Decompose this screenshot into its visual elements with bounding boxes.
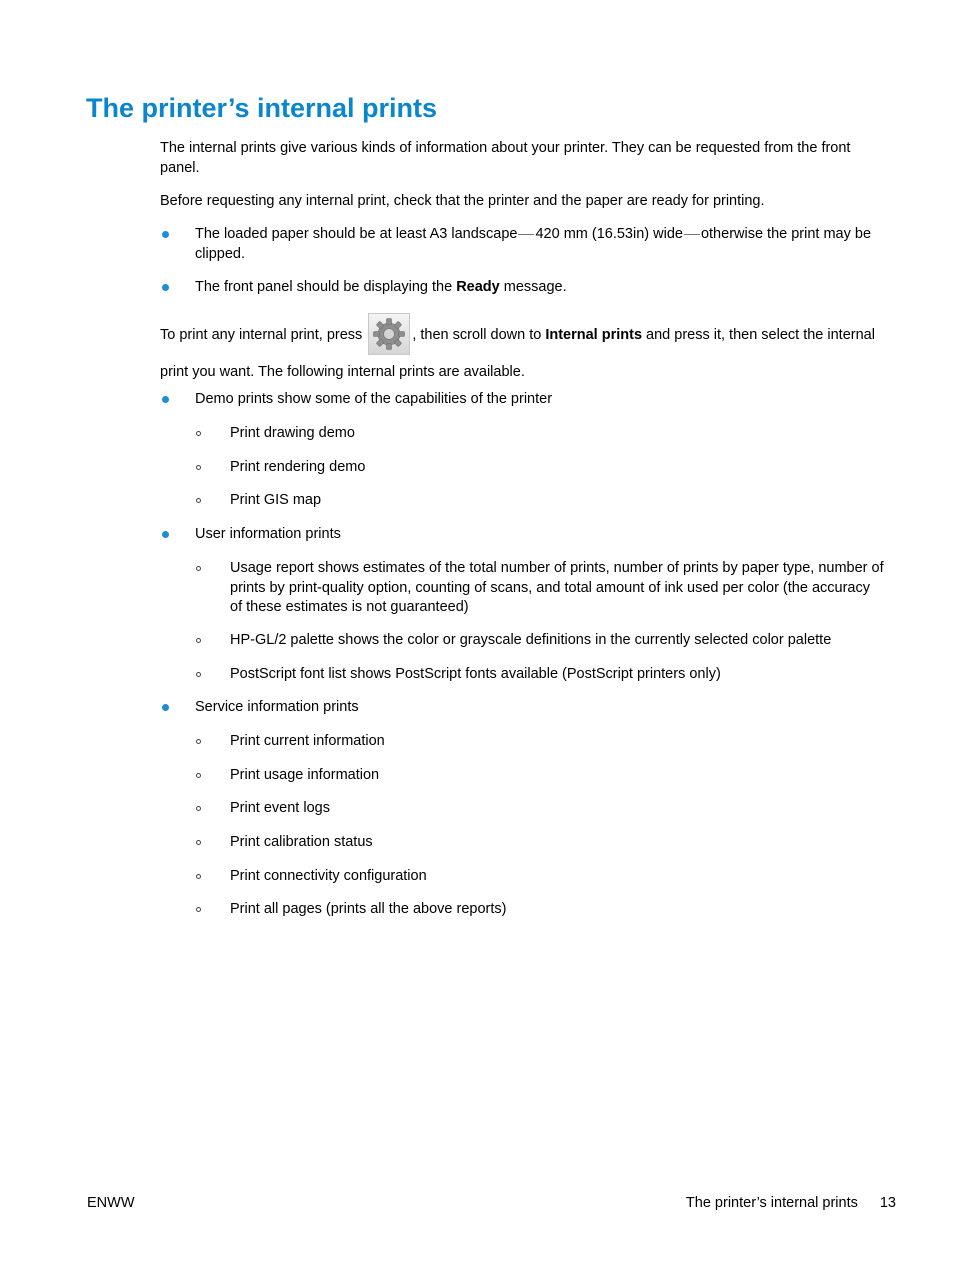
group-label: Service information prints (195, 699, 359, 715)
circle-bullet-icon (196, 739, 201, 744)
sub-list-item (196, 559, 884, 618)
circle-bullet-icon (196, 907, 201, 912)
bullet-icon (162, 231, 169, 238)
group-label: User information prints (195, 526, 341, 542)
sub-list-item (196, 867, 884, 887)
internal-prints-label: Internal prints (545, 326, 643, 343)
sub-list-item (196, 491, 884, 511)
sub-list-item (196, 732, 884, 752)
sub-item-text: Print drawing demo (230, 425, 355, 441)
paper-text-1: The loaded paper should be at least A3 landscape (195, 226, 518, 242)
list-item (160, 225, 884, 264)
footer-left: ENWW (87, 1195, 135, 1211)
sub-list-item (196, 766, 884, 786)
page-number: 13 (879, 1195, 896, 1211)
list-item (160, 390, 884, 410)
sub-item-text: Print all pages (prints all the above reports) (230, 901, 507, 917)
circle-bullet-icon (196, 672, 201, 677)
sub-item-text: Print usage information (230, 767, 380, 783)
page-title: The printer’s internal prints (86, 93, 438, 123)
em-dash-icon (684, 234, 700, 235)
sub-item-text: Print GIS map (230, 492, 322, 508)
sub-item-text: Usage report shows estimates of the total number of prints, number of prints by paper type, number of prints by print-quality option, counting of scans, and total amount of ink used per color (the accuracy of these estimates is not guaranteed) (230, 560, 884, 615)
sub-item-text: PostScript font list shows PostScript fonts available (PostScript printers only) (230, 666, 721, 682)
sub-list-item (196, 631, 884, 651)
settings-gear-icon (368, 313, 410, 355)
circle-bullet-icon (196, 638, 201, 643)
howto-paragraph (160, 314, 884, 389)
footer-right (686, 1194, 896, 1214)
intro-paragraph: The internal prints give various kinds of information about your printer. They can be requested from the front panel. (160, 140, 851, 176)
bullet-icon (162, 704, 169, 711)
sub-list-item (196, 424, 884, 444)
list-item (160, 698, 884, 718)
sub-list-item (196, 833, 884, 853)
paper-text-3: otherwise the print may be clipped. (195, 226, 872, 262)
sub-item-text: Print current information (230, 733, 385, 749)
bullet-icon (162, 396, 169, 403)
ready-message-label: Ready (456, 279, 500, 295)
howto-text-pre: To print any internal print, press (160, 326, 367, 343)
list-item (160, 278, 884, 298)
howto-text-post: and press it, then select the internal print you want. The following internal prints are available. (160, 326, 875, 380)
circle-bullet-icon (196, 465, 201, 470)
sub-list-item (196, 458, 884, 478)
panel-text-pre: The front panel should be displaying the (195, 279, 457, 295)
em-dash-icon (518, 234, 534, 235)
sub-list-item (196, 799, 884, 819)
bullet-icon (162, 284, 169, 291)
bullet-icon (162, 531, 169, 538)
before-paragraph: Before requesting any internal print, check that the printer and the paper are ready for printing. (160, 193, 765, 209)
sub-item-text: Print rendering demo (230, 459, 366, 475)
list-item (160, 525, 884, 545)
circle-bullet-icon (196, 566, 201, 571)
sub-item-text: HP-GL/2 palette shows the color or grayscale definitions in the currently selected color palette (230, 632, 832, 648)
sub-list-item (196, 665, 884, 685)
panel-text-post: message. (499, 279, 567, 295)
circle-bullet-icon (196, 431, 201, 436)
circle-bullet-icon (196, 498, 201, 503)
sub-item-text: Print event logs (230, 800, 330, 816)
circle-bullet-icon (196, 773, 201, 778)
paper-text-2: 420 mm (16.53in) wide (535, 226, 683, 242)
footer-section-title: The printer’s internal prints (685, 1195, 858, 1211)
sub-item-text: Print calibration status (230, 834, 373, 850)
howto-text-mid: , then scroll down to (412, 326, 546, 343)
circle-bullet-icon (196, 874, 201, 879)
circle-bullet-icon (196, 840, 201, 845)
circle-bullet-icon (196, 806, 201, 811)
sub-list-item (196, 900, 884, 920)
sub-item-text: Print connectivity configuration (230, 868, 427, 884)
group-label: Demo prints show some of the capabilities of the printer (195, 391, 553, 407)
